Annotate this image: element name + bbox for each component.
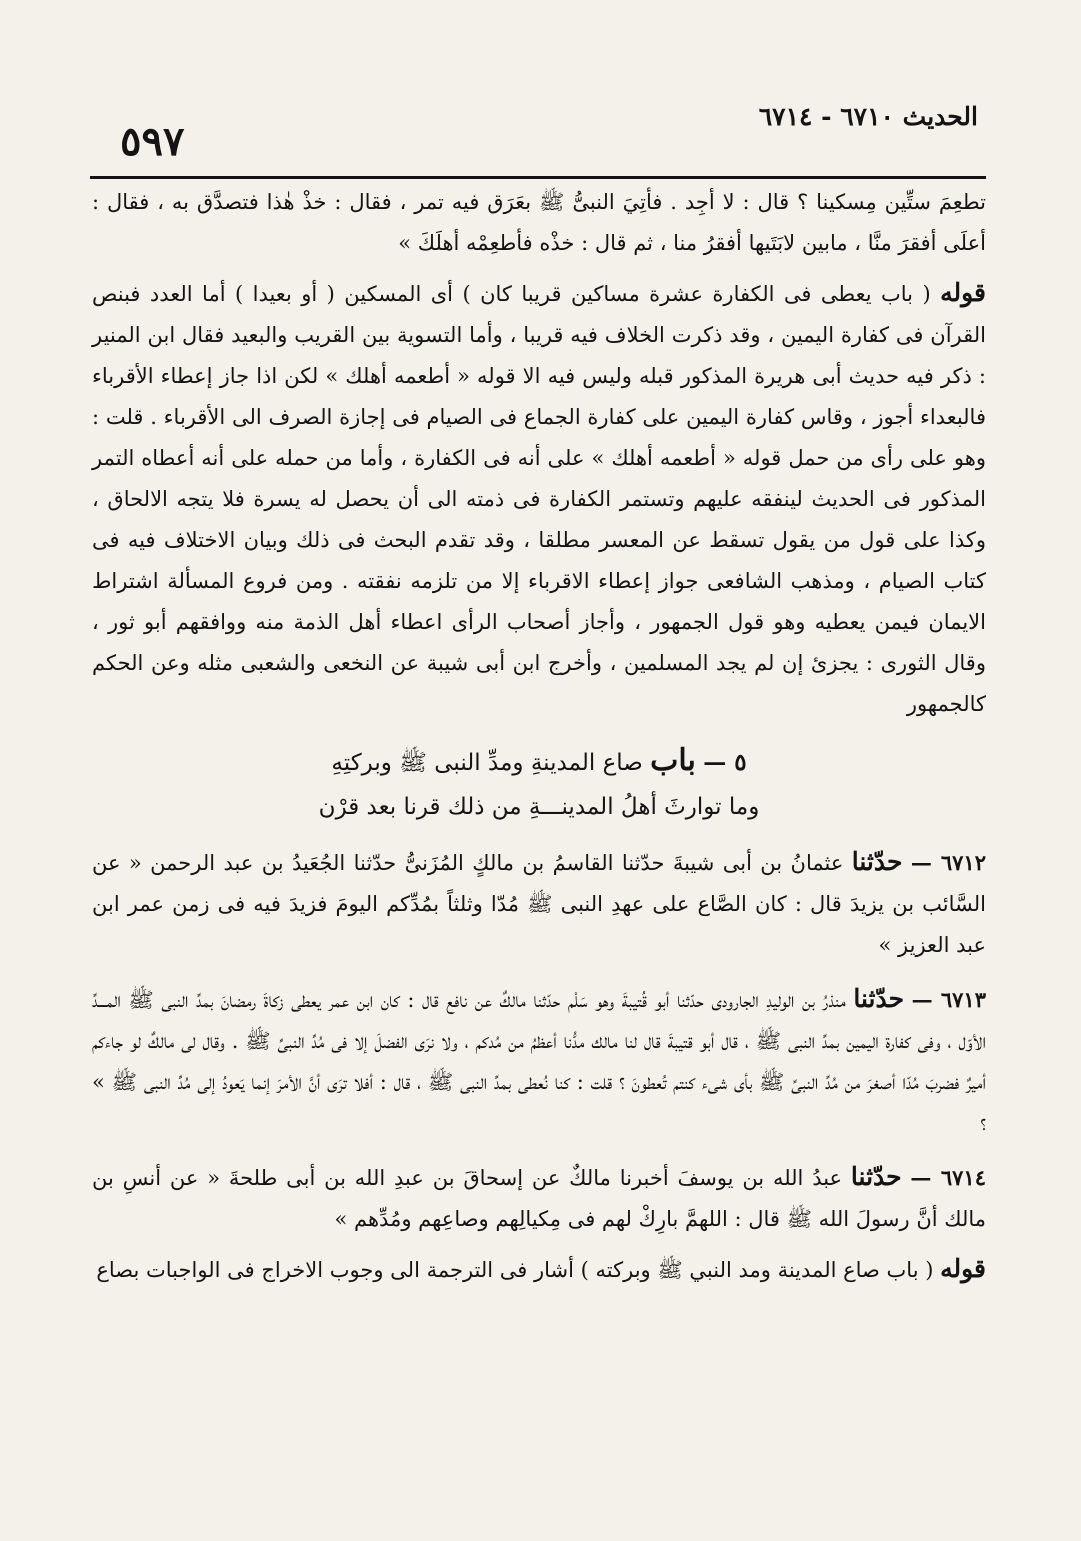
chapter-bab-word: باب [650, 743, 696, 778]
commentary-keyword: قوله [940, 278, 986, 307]
hadith-number: ٦٧١٤ — [910, 1165, 986, 1190]
commentary-text: ( باب صاع المدينة ومد النبي ﷺ وبركته ) أشار فى الترجمة الى وجوب الاخراج فى الواجبات بصاع [96, 1258, 934, 1282]
hadith-lead: حدّثنا [850, 1162, 902, 1191]
commentary-paragraph-2 [92, 1248, 986, 1291]
header-divider [90, 176, 986, 179]
hadith-6712 [92, 841, 986, 966]
chapter-title: صاع المدينةِ ومدِّ النبى ﷺ وبركتِهِ [331, 750, 643, 776]
page-number: ٥٩٧ [120, 118, 185, 165]
hadith-text: عبدُ الله بن يوسفَ أخبرنا مالكٌ عن إسحاقَ بن عبدِ الله بن أبى طلحةَ « عن أنسِ بن مالك أنَّ رسولَ الله ﷺ قال : اللهمَّ بارِكْ لهم فى مِكيالِهم وصاعِهم ومُدِّهم » [92, 1166, 986, 1231]
hadith-lead: حدّثنا [851, 847, 903, 876]
commentary-paragraph-1 [92, 272, 986, 725]
chapter-heading [92, 739, 986, 829]
hadith-6713 [92, 978, 986, 1144]
hadith-text: منذرُ بن الوليدِ الجارودى حدّثنا أبو قُتيبةَ وهو سَلْم حدّثنا مالكٌ عن نافع قال : كان ابن عمر يعطى زكاةَ رمضانَ بمدِّ النبى ﷺ المـــدِّ الأوّل ، وفى كفارة اليمين بمدِّ النبى ﷺ ، قال أبو قتيبةَ قال لنا مالك مدُّنا أعظمُ من مُدكم ، ولا نرَى الفضلَ إلا فى مُدِّ النبىِّ ﷺ . وقال لى مالكٌ لو جاءكم أميرٌ فضربَ مُدّا أصغرَ من مُدِّ النبىِّ ﷺ بأى شىء كنتم تُعطونَ ؟ قلت : كنا نُعطى بمدِّ النبى ﷺ ، قال : أفلا ترَى أنَّ الأمرَ إنما يَعودُ إلى مُدِّ النبى ﷺ » ؟ [92, 988, 986, 1135]
continuation-paragraph: تطعِمَ ستِّين مِسكينا ؟ قال : لا أجِد . فأتِيَ النبىُّ ﷺ بعَرَق فيه تمر ، فقال : خذْ هٰذا فتصدَّق به ، فقال : أعلَى أفقرَ منَّا ، مابين لابَتَيها أفقرُ منا ، ثم قال : خذْه فأطعِمْه أهلَكَ » [92, 190, 986, 255]
page-body [92, 182, 986, 1291]
chapter-number: ٥ — [703, 749, 747, 776]
hadith-6714 [92, 1156, 986, 1240]
page-header [88, 96, 978, 166]
hadith-text: عثمانُ بن أبى شيبةَ حدّثنا القاسمُ بن مالكٍ المُزَنىُّ حدّثنا الجُعَيدُ بن عبد الرحمن « عن السَّائب بن يزيدَ قال : كان الصَّاع على عهدِ النبى ﷺ مُدّا وثلثاً بمُدِّكم اليومَ فزيدَ فيه فى زمن عمر ابن عبد العزيز » [92, 851, 986, 957]
hadith-range-label: الحديث ٦٧١٠ - ٦٧١٤ [758, 102, 978, 131]
hadith-number: ٦٧١٣ — [911, 987, 986, 1012]
hadith-number: ٦٧١٢ — [910, 850, 986, 875]
commentary-text: ( باب يعطى فى الكفارة عشرة مساكين قريبا كان ) أى المسكين ( أو بعيدا ) أما العدد فبنص القرآن فى كفارة اليمين ، وقد ذكرت الخلاف فيه قريبا ، وأما التسوية بين القريب والبعيد فقال ابن المنير : ذكر فيه حديث أبى هريرة المذكور قبله وليس فيه الا قوله « أطعمه أهلك » لكن اذا جاز إعطاء الأقرباء فالبعداء أجوز ، وقاس كفارة اليمين على كفارة الجماع فى الصيام فى إجازة الصرف الى الأقرباء . قلت : وهو على رأى من حمل قوله « أطعمه أهلك » على أنه فى الكفارة ، وأما من حمله على أنه أعطاه التمر المذكور فى الحديث لينفقه عليهم وتستمر الكفارة فى ذمته الى أن يحصل له يسرة فلا يتجه الالحاق ، وكذا على قول من يقول تسقط عن المعسر مطلقا ، وقد تقدم البحث فى ذلك وبيان الاختلاف فيه فى كتاب الصيام ، ومذهب الشافعى جواز إعطاء الاقرباء إلا من تلزمه نفقته . ومن فروع المسألة اشتراط الايمان فيمن يعطيه وهو قول الجمهور ، وأجاز أصحاب الرأى اعطاء أهل الذمة منه ووافقهم أبو ثور ، وقال الثورى : يجزئ إن لم يجد المسلمين ، وأخرج ابن أبى شيبة عن النخعى والشعبى مثله وعن الحكم كالجمهور [92, 282, 986, 716]
hadith-lead: حدّثنا [853, 984, 905, 1013]
chapter-subtitle: وما توارثَ أهلُ المدينـــةِ من ذلك قرنا بعد قرْن [318, 794, 760, 820]
commentary-keyword: قوله [940, 1254, 986, 1283]
chapter-title-line [92, 739, 986, 785]
